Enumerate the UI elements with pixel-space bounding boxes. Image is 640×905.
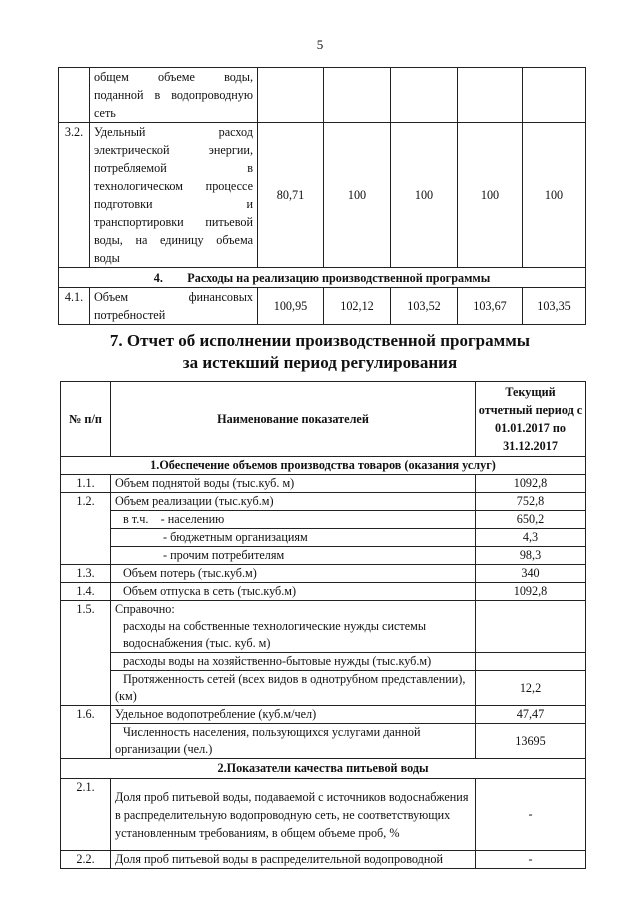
row-value <box>476 653 586 671</box>
row-value: 4,3 <box>476 529 586 547</box>
row-value <box>476 601 586 653</box>
table-row <box>59 123 586 268</box>
cell-value: 100 <box>324 123 391 268</box>
row-number: 2.2. <box>61 851 111 869</box>
title-line: 7. Отчет об исполнении производственной программы <box>109 331 531 350</box>
table-row <box>61 547 586 565</box>
table-row <box>61 475 586 493</box>
cell-value: 103,52 <box>391 288 458 325</box>
table-row <box>61 493 586 511</box>
cell-value: 80,71 <box>258 123 324 268</box>
cell-value <box>258 68 324 123</box>
row-name: Численность населения, пользующихся услугами данной организации (чел.) <box>111 724 476 759</box>
row-number: 4.1. <box>59 288 90 325</box>
cell-value: 103,67 <box>458 288 523 325</box>
row-name: Доля проб питьевой воды в распределительной водопроводной <box>111 851 476 869</box>
row-name: Доля проб питьевой воды, подаваемой с источников водоснабжения в распределительную водопроводную сеть, не соответствующих установленным требованиям, в общем объеме проб, % <box>111 779 476 851</box>
page-number: 5 <box>316 37 324 52</box>
row-description: общем объеме воды, поданной в водопроводную сеть <box>90 68 258 123</box>
reference-label: Справочно: <box>115 602 175 616</box>
cell-value: 103,35 <box>523 288 586 325</box>
table-row <box>61 511 586 529</box>
row-number: 2.1. <box>61 779 111 851</box>
header-name: Наименование показателей <box>111 382 476 457</box>
row-number: 1.4. <box>61 583 111 601</box>
row-value: 47,47 <box>476 706 586 724</box>
cell-value: 100 <box>458 123 523 268</box>
row-number: 1.6. <box>61 706 111 759</box>
section-title <box>0 330 640 374</box>
row-value: 12,2 <box>476 671 586 706</box>
cell-value: 100,95 <box>258 288 324 325</box>
reference-item: расходы на собственные технологические нужды системы водоснабжения (тыс. куб. м) <box>123 619 427 650</box>
row-value: 98,3 <box>476 547 586 565</box>
section-heading: 2.Показатели качества питьевой воды <box>61 759 586 779</box>
row-number: 1.2. <box>61 493 111 565</box>
row-number: 1.1. <box>61 475 111 493</box>
row-name: Объем потерь (тыс.куб.м) <box>111 565 476 583</box>
table-row <box>61 851 586 869</box>
indicators-table-continued <box>58 67 586 325</box>
row-name: Объем отпуска в сеть (тыс.куб.м) <box>111 583 476 601</box>
row-value: 1092,8 <box>476 475 586 493</box>
row-name: расходы воды на хозяйственно-бытовые нужды (тыс.куб.м) <box>111 653 476 671</box>
table-row <box>61 724 586 759</box>
section-heading: 4. Расходы на реализацию производственной программы <box>59 268 586 288</box>
table-row <box>61 529 586 547</box>
title-line: за истекший период регулирования <box>182 353 458 372</box>
cell-value <box>391 68 458 123</box>
cell-value <box>458 68 523 123</box>
row-name: - бюджетным организациям <box>111 529 476 547</box>
row-number: 1.5. <box>61 601 111 706</box>
table-row <box>61 671 586 706</box>
cell-value <box>523 68 586 123</box>
row-name: Протяженность сетей (всех видов в однотрубном представлении), (км) <box>111 671 476 706</box>
row-name: Объем поднятой воды (тыс.куб. м) <box>111 475 476 493</box>
row-description: Удельный расход электрической энергии, потребляемой в технологическом процессе подготовки и транспортировки питьевой воды, на единицу объема воды <box>90 123 258 268</box>
table-row <box>61 601 586 653</box>
header-period: Текущий отчетный период с 01.01.2017 по 31.12.2017 <box>476 382 586 457</box>
section-heading: 1.Обеспечение объемов производства товаров (оказания услуг) <box>61 457 586 475</box>
row-number <box>59 68 90 123</box>
row-description: Объем финансовых потребностей <box>90 288 258 325</box>
table-row <box>61 653 586 671</box>
row-number: 3.2. <box>59 123 90 268</box>
row-value: 340 <box>476 565 586 583</box>
header-number: № п/п <box>61 382 111 457</box>
row-value: 752,8 <box>476 493 586 511</box>
cell-value: 102,12 <box>324 288 391 325</box>
table-row <box>59 288 586 325</box>
report-table <box>60 381 586 869</box>
row-value: 650,2 <box>476 511 586 529</box>
row-name: Объем реализации (тыс.куб.м) <box>111 493 476 511</box>
row-value: - <box>476 851 586 869</box>
cell-value <box>324 68 391 123</box>
table-row <box>61 565 586 583</box>
row-name <box>111 601 476 653</box>
row-value: 1092,8 <box>476 583 586 601</box>
table-row <box>61 583 586 601</box>
cell-value: 100 <box>391 123 458 268</box>
table-row <box>59 68 586 123</box>
row-number: 1.3. <box>61 565 111 583</box>
row-name: Удельное водопотребление (куб.м/чел) <box>111 706 476 724</box>
cell-value: 100 <box>523 123 586 268</box>
table-row <box>61 779 586 851</box>
table-row <box>61 706 586 724</box>
row-name: в т.ч. - населению <box>111 511 476 529</box>
row-value: 13695 <box>476 724 586 759</box>
row-value: - <box>476 779 586 851</box>
row-name: - прочим потребителям <box>111 547 476 565</box>
